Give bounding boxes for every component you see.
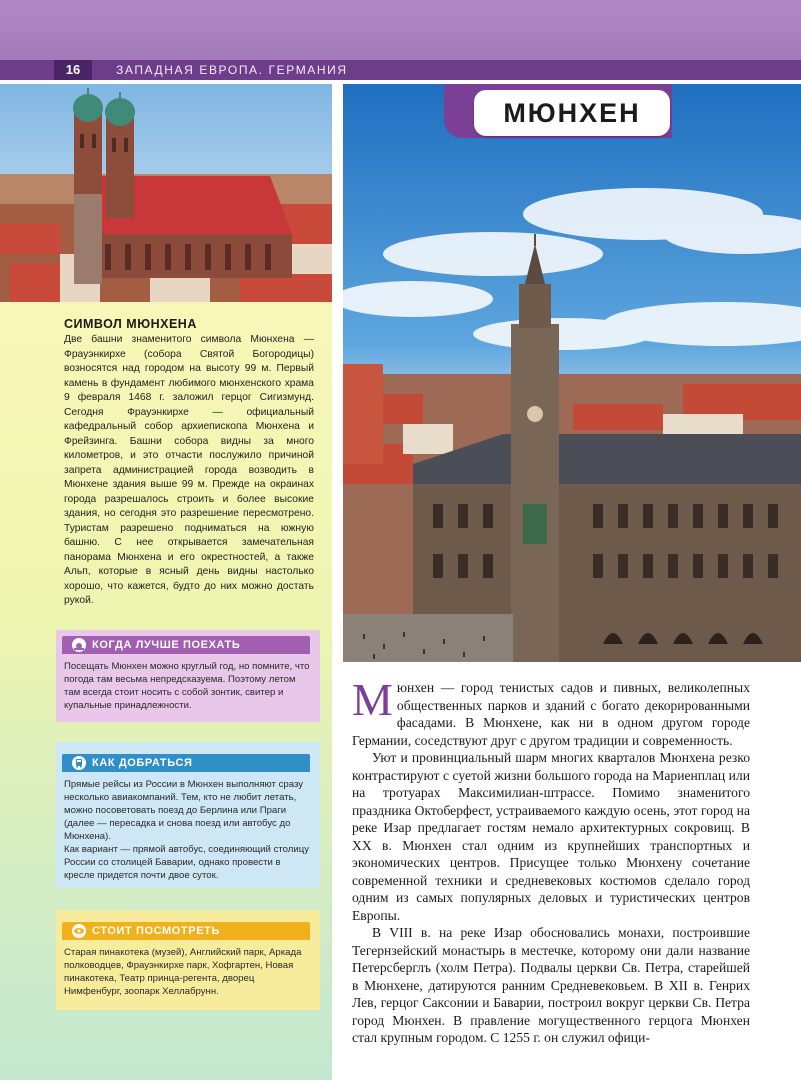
symbol-heading: СИМВОЛ МЮНХЕНА bbox=[64, 317, 197, 331]
how-to-get-header bbox=[62, 754, 310, 772]
bus-icon bbox=[72, 756, 86, 770]
munich-town-hall-photo bbox=[343, 84, 801, 662]
when-to-go-header bbox=[62, 636, 310, 654]
sun-icon bbox=[72, 638, 86, 652]
worth-seeing-title: СТОИТ ПОСМОТРЕТЬ bbox=[92, 925, 220, 937]
how-to-get-title: КАК ДОБРАТЬСЯ bbox=[92, 757, 193, 769]
how-to-get-para-1: Прямые рейсы из России в Мюнхен выполняют сразу несколько авиакомпаний. Тем, кто не любит летать, можно посоветовать поезд до Берлина или Праги (далее — пересадка и снова поезд или автобус до Мюнхена). bbox=[64, 779, 304, 842]
main-paragraph-2: Уют и провинциальный шарм многих кварталов Мюнхена резко контрастируют с суетой жизни большого города на Мариенплац или на тротуарах Максимилиан-штрассе. Помимо знаменитого праздника Октоберфест, устраиваемого каждую осень, этот город на реке Изар предлагает гостям немало архитектурных сокровищ. В XX в. Мюнхен стал одним из крупнейших транспортных и экономических центров. Присущее только Мюнхену сочетание современной техники и средневековых костюмов сделало город одним из самых популярных деловых и туристических центров Европы. bbox=[352, 750, 750, 923]
eye-icon bbox=[72, 924, 86, 938]
page-number: 16 bbox=[65, 62, 81, 77]
main-paragraph-3: В VIII в. на реке Изар обосновались монахи, построившие Тегернзейский монастырь в местечке, которому они дали название Петерсберглъ (холм Петра). Подвалы церкви Св. Петра, старейшей в Мюнхене, датируются ранним Средневековьем. В XII в. Генрих Лев, герцог Саксонии и Баварии, построил вокруг церкви Св. Петра город Мюнхен. В правление могущественного герцога Мюнхен стал крупным городом. С 1255 г. он служил офици- bbox=[352, 925, 750, 1045]
section-title: ЗАПАДНАЯ ЕВРОПА. ГЕРМАНИЯ bbox=[116, 63, 348, 77]
main-paragraph-1-text: юнхен — город тенистых садов и пивных, великолепных общественных парков и зданий с богато декорированными фасадами. В Мюнхене, как ни в одном другом городе Германии, соседствуют друг с другом традиции и современность. bbox=[352, 680, 750, 748]
how-to-get-box bbox=[56, 742, 320, 888]
drop-cap: М bbox=[352, 674, 393, 725]
symbol-body: Две башни знаменитого символа Мюнхена — Фрауэнкирхе (собора Святой Богородицы) возносятся над городом на высоту 99 м. Первый камень в фундамент любимого мюнхенского храма 9 февраля 1468 г. заложил герцог Сигизмунд. Сегодня Фрауэнкирхе — официальный кафедральный собор архиепископа Мюнхена и Фрейзинга. Башни собора видны за много километров, и это отчасти послужило причиной запрета администрацией города возводить в Мюнхене здания выше 99 м. Прежде на окраинах города разрешалось строить и более высокие здания, но сегодня это разрешение пересмотрено. Туристам разрешено подниматься на южную башню. С нее открывается замечательная панорама Мюнхена и его окрестностей, а также Альп, которые в ясный день видны настолько хорошо, что кажется, будто до них можно достать рукой. bbox=[64, 334, 314, 606]
main-article bbox=[352, 674, 750, 1047]
page-title: МЮНХЕН bbox=[503, 98, 641, 128]
worth-seeing-body: Старая пинакотека (музей), Английский парк, Аркада полководцев, Фрауэнкирхе парк, Хофгартен, Новая пинакотека, Театр принца-регента, дворец Нимфенбург, зоопарк Хеллабрунн. bbox=[64, 947, 302, 997]
main-paragraph-1 bbox=[352, 674, 750, 749]
worth-seeing-box bbox=[56, 910, 320, 1010]
header-band bbox=[0, 0, 801, 60]
how-to-get-para-2: Как вариант — прямой автобус, соединяющий столицу России со столицей Баварии, однако провести в кресле придется почти двое суток. bbox=[64, 844, 310, 881]
when-to-go-title: КОГДА ЛУЧШЕ ПОЕХАТЬ bbox=[92, 639, 241, 651]
frauenkirche-photo bbox=[0, 84, 332, 302]
worth-seeing-header bbox=[62, 922, 310, 940]
when-to-go-body: Посещать Мюнхен можно круглый год, но помните, что погода там весьма непредсказуема. Поэтому летом там всегда стоит носить с собой зонтик, свитер и купальные принадлежности. bbox=[64, 661, 310, 711]
when-to-go-box bbox=[56, 630, 320, 722]
how-to-get-body bbox=[56, 772, 320, 888]
